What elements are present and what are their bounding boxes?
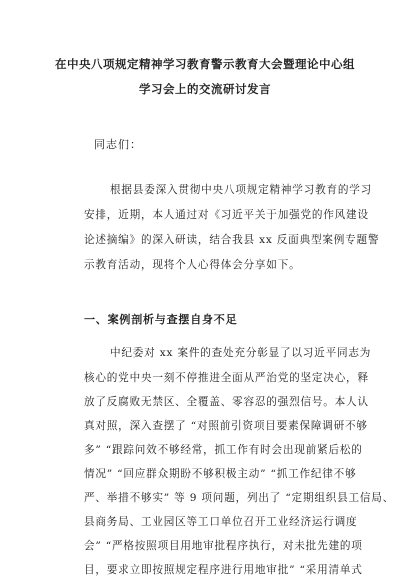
paragraph-line: 目，要求立即按照规定程序进行用地审批” “采用清单式: [84, 564, 363, 576]
paragraph-line: 放了反腐败无禁区、全覆盖、零容忍的强烈信号。本人认: [84, 396, 369, 408]
paragraph-line: 核心的党中央一刻不停推进全面从严治党的坚定决心，释: [84, 372, 369, 384]
paragraph-line: 根据县委深入贯彻中央八项规定精神学习教育的学习: [110, 184, 373, 196]
paragraph-line: 论述摘编》的深入研读，结合我县 xx 反面典型案例专题警: [84, 234, 380, 246]
section-heading: 一、案例剖析与查摆自身不足: [84, 313, 238, 326]
paragraph-line: 会” “严格按照项目用地审批程序执行，对未批先建的项: [84, 540, 363, 552]
paragraph-line: 情况” “回应群众期盼不够积极主动” “抓工作纪律不够: [84, 468, 357, 480]
paragraph-line: 多” “跟踪问效不够经常，抓工作有时会出现前紧后松的: [84, 444, 363, 456]
paragraph-line: 严、举措不够实” 等 9 项问题，列出了 “定期组织县工信局、: [84, 492, 395, 504]
document-title-line-1: 在中央八项规定精神学习教育警示教育大会暨理论中心组: [55, 57, 355, 71]
paragraph-line: 县商务局、工业园区等工口单位召开工业经济运行调度: [84, 516, 358, 528]
paragraph-line: 安排，近期，本人通过对《习近平关于加强党的作风建设: [84, 209, 369, 221]
document-title-line-2: 学习会上的交流研讨发言: [139, 82, 271, 96]
paragraph-line: 示教育活动，现将个人心得体会分享如下。: [84, 259, 301, 271]
salutation: 同志们：: [94, 138, 142, 151]
paragraph-line: 真对照，深入查摆了 “对照前引资项目要素保障调研不够: [84, 420, 368, 432]
paragraph-line: 中纪委对 xx 案件的查处充分彰显了以习近平同志为: [110, 347, 372, 359]
